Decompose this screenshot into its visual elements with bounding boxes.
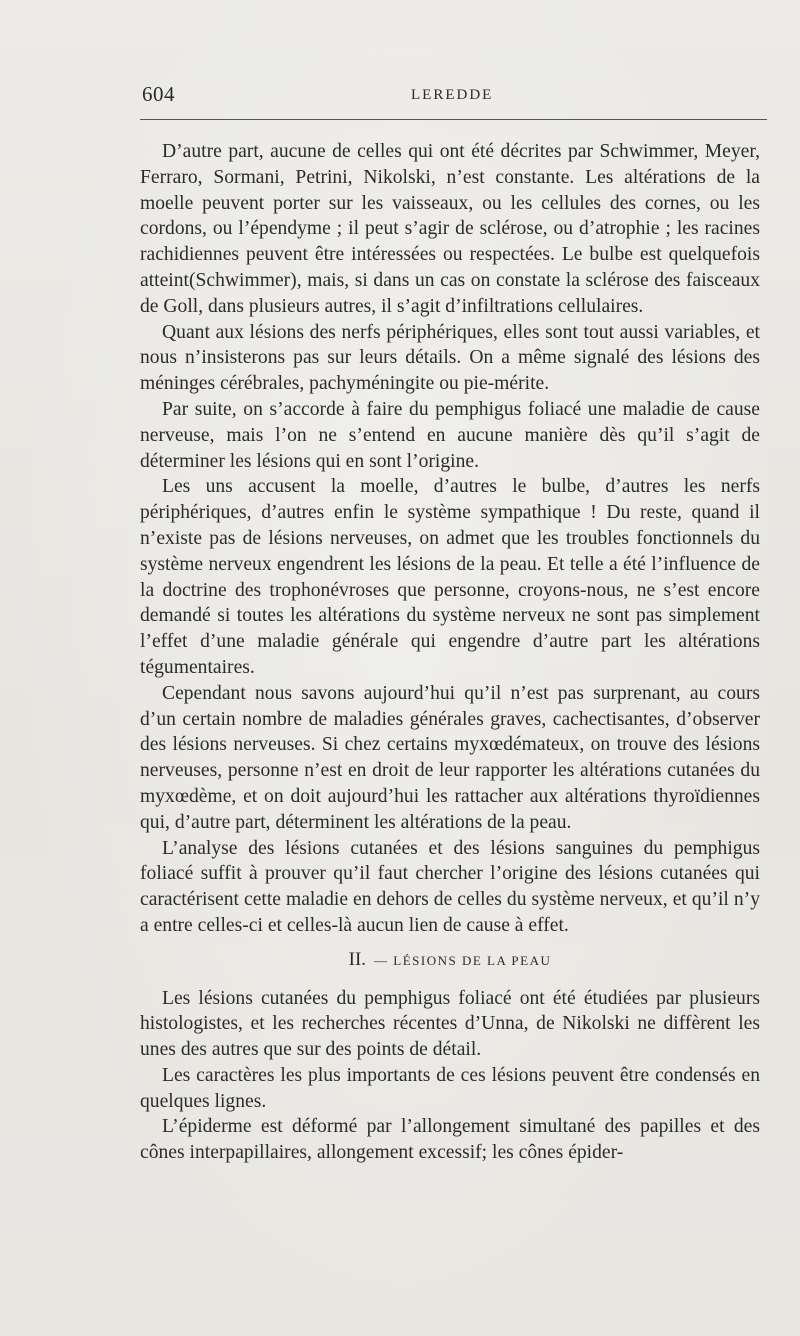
section-number: II. [348,948,367,970]
paragraph: D’autre part, aucune de celles qui ont été décrites par Schwimmer, Meyer, Ferraro, Sormani, Petrini, Nikolski, n’est constante. Les altérations de la moelle peuvent porter sur les vaisseaux, ou les cellules des cornes, ou les cordons, ou l’épendyme ; il peut s’agir de sclérose, ou d’atrophie ; les racines rachidiennes peuvent être intéressées ou respectées. Le bulbe est quelquefois atteint(Schwimmer), mais, si dans un cas on constate la sclérose des faisceaux de Goll, dans plusieurs autres, il s’agit d’infiltrations cellulaires. [140,141,760,317]
section-heading [140,947,760,974]
page-number: 604 [142,82,175,106]
paragraph: Les caractères les plus importants de ces lésions peuvent être condensés en quelques lignes. [140,1064,760,1112]
paragraph: Les uns accusent la moelle, d’autres le bulbe, d’autres les nerfs périphériques, d’autres enfin le système sympathique ! Du reste, quand il n’existe pas de lésions nerveuses, on admet que les troubles fonctionnels du système nerveux engendrent les lésions de la peau. Et telle a été l’influence de la doctrine des trophonévroses que personne, croyons-nous, ne s’est encore demandé si toutes les altérations du système nerveux ne sont pas simplement l’effet d’une maladie générale qui engendre d’autre part les altérations tégumentaires. [140,476,760,678]
paragraph: L’analyse des lésions cutanées et des lésions sanguines du pemphigus foliacé suffit à prouver qu’il faut chercher l’origine des lésions cutanées qui caractérisent cette maladie en dehors de celles du système nerveux, et qu’il n’y a entre celles-ci et celles-là aucun lien de cause à effet. [140,837,760,936]
paragraph: Cependant nous savons aujourd’hui qu’il n’est pas surprenant, au cours d’un certain nombre de maladies générales graves, cachectisantes, d’observer des lésions nerveuses. Si chez certains myxœdémateux, on trouve des lésions nerveuses, personne n’est en droit de leur rapporter les altérations cutanées du myxœdème, et on doit aujourd’hui les rattacher aux altérations thyroïdiennes qui, d’autre part, déterminent les altérations de la peau. [140,682,760,833]
page-header [142,82,772,112]
header-rule [140,119,767,120]
paragraph: Les lésions cutanées du pemphigus foliacé ont été étudiées par plusieurs histologistes, et les recherches récentes d’Unna, de Nikolski ne diffèrent les unes des autres que sur des points de détail. [140,987,760,1061]
paragraph: Par suite, on s’accorde à faire du pemphigus foliacé une maladie de cause nerveuse, mais l’on ne s’entend en aucune manière dès qu’il s’agit de déterminer les lésions qui en sont l’origine. [140,398,760,472]
running-head: LEREDDE [411,87,494,103]
paragraph: Quant aux lésions des nerfs périphériques, elles sont tout aussi variables, et nous n’insisterons pas sur leurs détails. On a même signalé des lésions des méninges cérébrales, pachyméningite ou pie-mérite. [140,321,760,395]
body-text [140,139,760,1166]
paragraph: L’épiderme est déformé par l’allongement simultané des papilles et des cônes interpapillaires, allongement excessif; les cônes épider- [140,1116,760,1164]
section-title: — LÉSIONS DE LA PEAU [374,952,552,968]
